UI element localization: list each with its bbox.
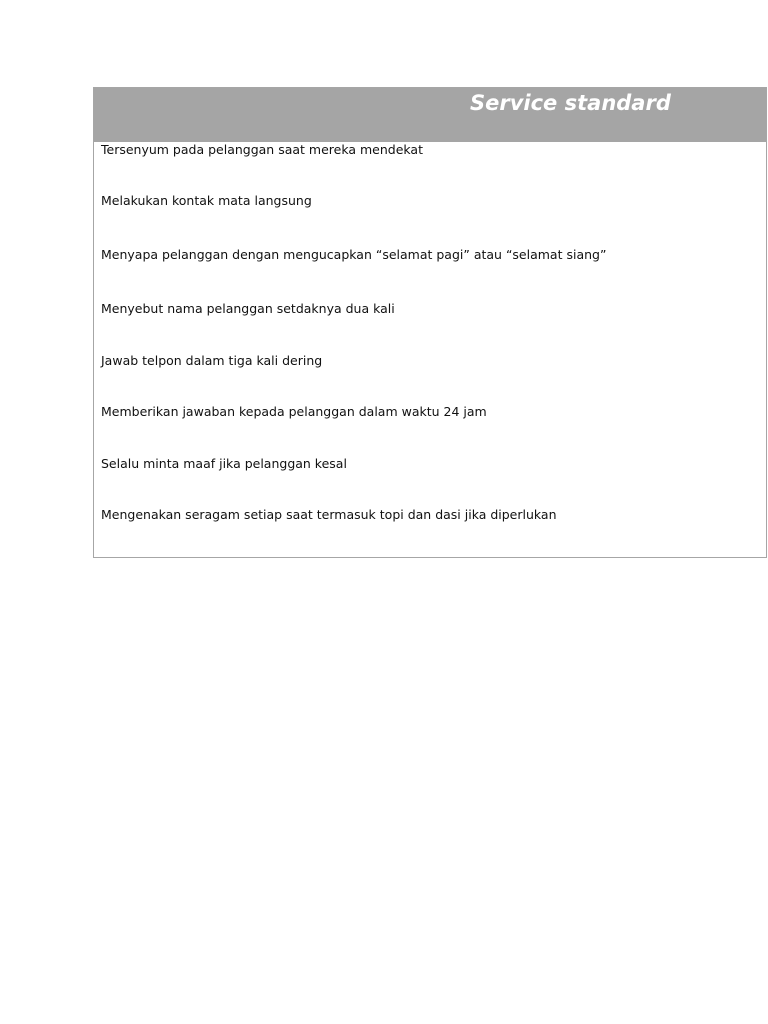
table-row: Tersenyum pada pelanggan saat mereka mendekat bbox=[101, 142, 423, 157]
table-title: Service standard bbox=[470, 91, 671, 115]
table-row: Mengenakan seragam setiap saat termasuk topi dan dasi jika diperlukan bbox=[101, 507, 557, 522]
service-standard-table bbox=[93, 87, 767, 558]
table-row: Selalu minta maaf jika pelanggan kesal bbox=[101, 456, 347, 471]
table-row: Jawab telpon dalam tiga kali dering bbox=[101, 353, 323, 368]
table-row: Melakukan kontak mata langsung bbox=[101, 193, 312, 208]
table-header bbox=[94, 88, 766, 142]
table-row: Memberikan jawaban kepada pelanggan dalam waktu 24 jam bbox=[101, 404, 487, 419]
table-row: Menyapa pelanggan dengan mengucapkan “selamat pagi” atau “selamat siang” bbox=[101, 247, 607, 262]
table-row: Menyebut nama pelanggan setdaknya dua kali bbox=[101, 301, 395, 316]
